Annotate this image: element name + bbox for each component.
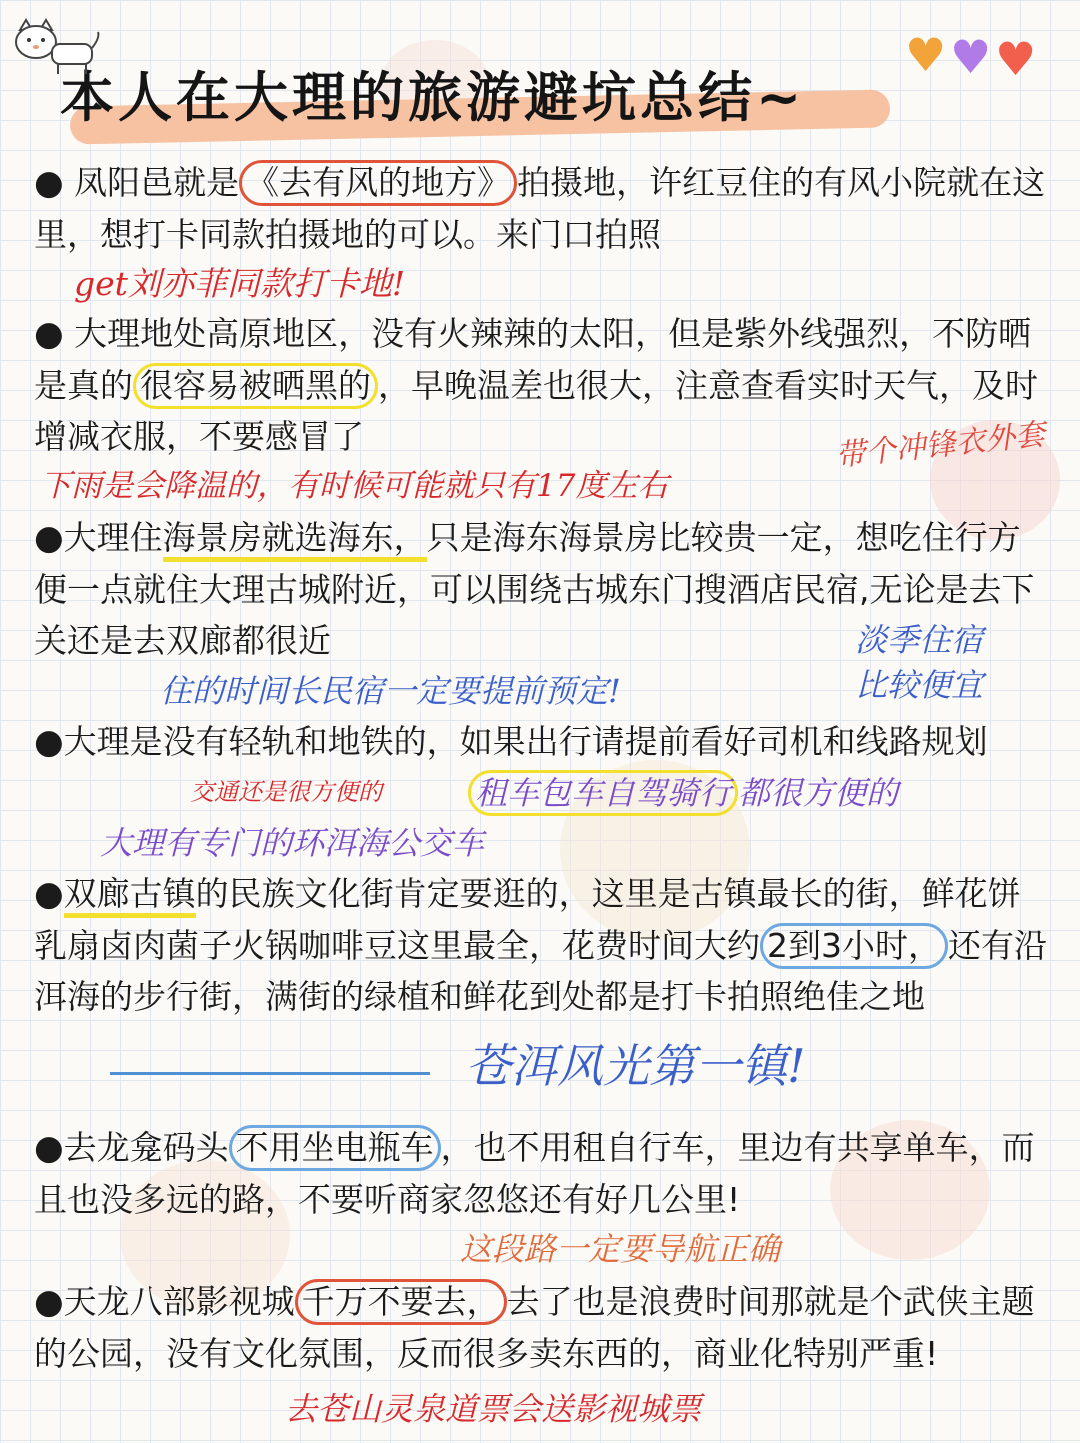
highlight-oval: 千万不要去， (295, 1279, 507, 1325)
bullet-dot: ● (34, 1282, 64, 1322)
tip-paragraph-5: ●双廊古镇的民族文化街肯定要逛的，这里是古镇最长的街，鲜花饼乳扇卤肉菌子火锅咖啡豆这里最全，花费时间大约 2到3小时， 还有沿洱海的步行街，满街的绿植和鲜花到处都是打卡拍照绝佳之地 (34, 874, 1047, 1016)
tip-paragraph-4: ●大理是没有轻轨和地铁的，如果出行请提前看好司机和线路规划 (34, 722, 988, 762)
handwritten-note: 大理有专门的环洱海公交车 (100, 824, 485, 862)
highlight-oval: 很容易被晒黑的 (133, 363, 378, 409)
highlight-oval: 2到3小时， (760, 923, 948, 969)
bullet-dot: ● (34, 518, 64, 558)
highlight-oval: 不用坐电瓶车 (229, 1125, 441, 1171)
bullet-dot: ● (34, 314, 64, 354)
handwritten-note: 交通还是很方便的 (190, 778, 382, 806)
handwritten-note: get刘亦菲同款打卡地! (74, 264, 406, 303)
tip-paragraph-6: ●去龙龛码头 不用坐电瓶车 ，也不用租自行车，里边有共享单车，而且也没多远的路，不要听商家忽悠还有好几公里! (34, 1122, 1050, 1225)
highlight-oval: 《去有风的地方》 (239, 160, 517, 206)
heart-icon-orange: ♥ (905, 28, 947, 82)
handwritten-note: 苍洱风光第一镇! (465, 1039, 806, 1093)
bullet-dot: ● (34, 874, 64, 914)
tip-paragraph-3: ●大理住海景房就选海东，只是海东海景房比较贵一定，想吃住行方便一点就住大理古城附近，可以围绕古城东门搜酒店民宿,无论是去下关还是去双廊都很近 (34, 518, 1035, 660)
handwritten-note: 这段路一定要导航正确 (460, 1230, 781, 1268)
handwritten-side-note: 带个冲锋衣外套 (834, 417, 1047, 474)
tip-paragraph-2: ● 大理地处高原地区，没有火辣辣的太阳，但是紫外线强烈，不防晒是真的 很容易被晒黑的 ，早晚温差也很大，注意查看实时天气，及时增减衣服，不要感冒了 (34, 314, 1038, 456)
tip-paragraph-7: ●天龙八部影视城 千万不要去， 去了也是浪费时间那就是个武侠主题的公园，没有文化氛围，反而很多卖东西的，商业化特别严重! (34, 1276, 1050, 1379)
bullet-dot: ● (34, 722, 64, 762)
tip-paragraph-1: ● 凤阳邑就是 《去有风的地方》 拍摄地，许红豆住的有风小院就在这里，想打卡同款拍摄地的可以。来门口拍照 (34, 157, 1050, 260)
handwritten-note: 去苍山灵泉道票会送影视城票 (285, 1390, 702, 1428)
page-title: 本人在大理的旅游避坑总结~ (60, 66, 806, 129)
handwritten-note: 下雨是会降温的，有时候可能就只有17度左右 (40, 468, 669, 504)
handwritten-note: 住的时间长民宿一定要提前预定! (160, 672, 621, 710)
dog-sticker-icon (12, 18, 102, 78)
handwritten-note: 租车包车自驾骑行 都很方便的 (468, 768, 898, 816)
bullet-dot: ● (34, 163, 64, 203)
highlight-oval: 租车包车自驾骑行 (468, 770, 738, 816)
handwritten-side-note: 淡季住宿 (855, 621, 984, 659)
highlight-underline: 双廊古镇 (64, 874, 196, 918)
blue-underline (110, 1072, 430, 1075)
heart-icon-red: ♥ (995, 32, 1037, 86)
bullet-dot: ● (34, 1128, 64, 1168)
handwritten-side-note: 比较便宜 (855, 666, 984, 704)
highlight-underline: 海景房就选海东， (163, 518, 427, 562)
heart-icon-purple: ♥ (950, 30, 992, 84)
